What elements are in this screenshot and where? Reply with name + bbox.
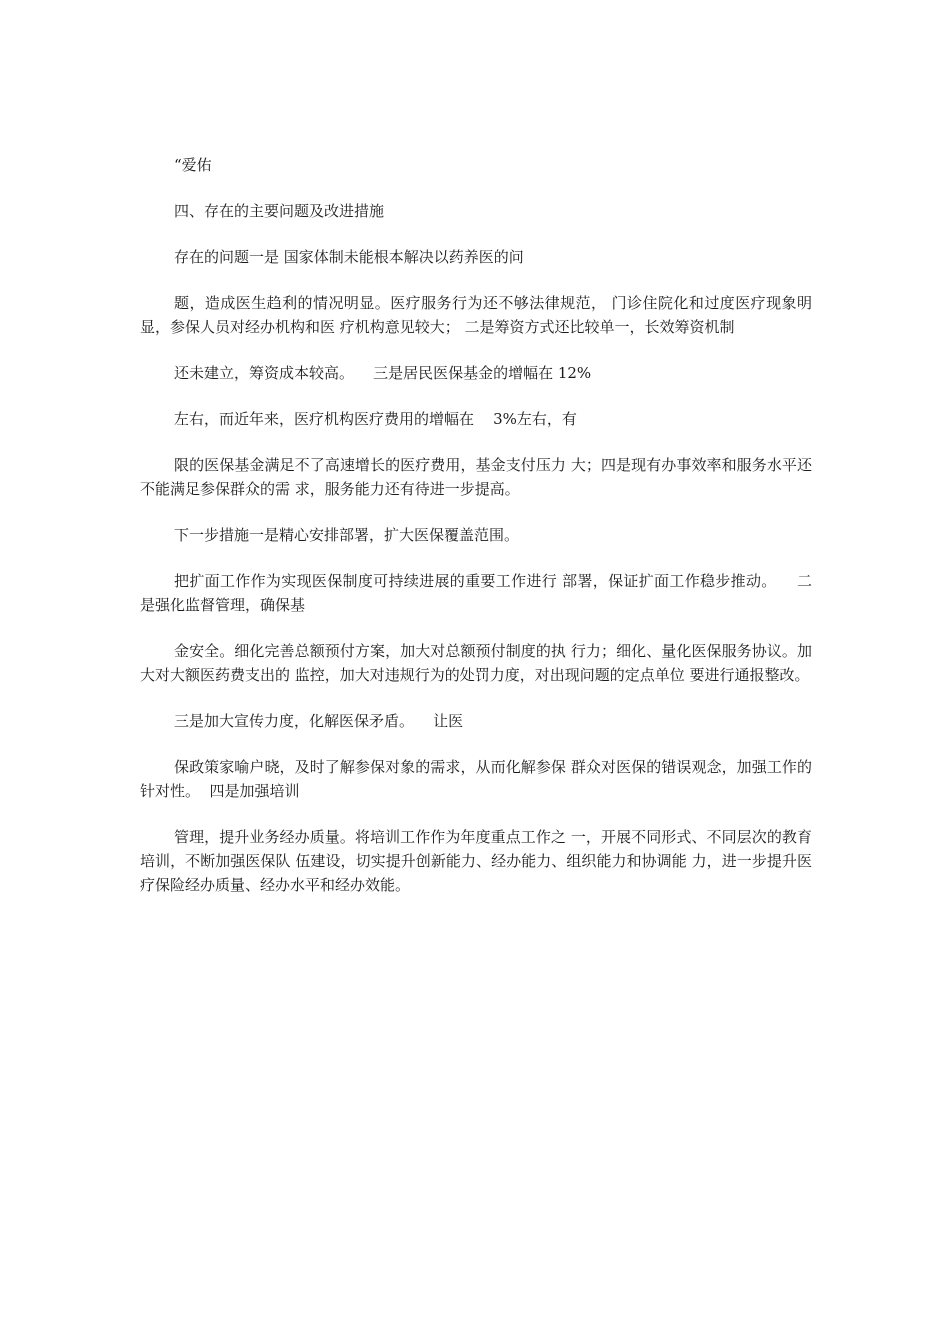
paragraph-measures-1: 下一步措施一是精心安排部署，扩大医保覆盖范围。 — [174, 526, 520, 544]
paragraph-measures-4: 三是加大宣传力度，化解医保矛盾。 让医 — [174, 712, 464, 730]
paragraph-measures-5: 保政策家喻户晓，及时了解参保对象的需求，从而化解参保 群众对医保的错误观念，加强工作的针对性。 四是加强培训 — [140, 758, 812, 800]
paragraph-measures-6: 管理，提升业务经办质量。将培训工作作为年度重点工作之 一，开展不同形式、不同层次的教育培训，不断加强医保队 伍建设，切实提升创新能力、经办能力、组织能力和协调能 力，进一步提升医疗保险经办质量、经办水平和经办效能。 — [140, 828, 812, 894]
paragraph-measures-2: 把扩面工作作为实现医保制度可持续进展的重要工作进行 部署，保证扩面工作稳步推动。 二是强化监督管理，确保基 — [140, 572, 812, 614]
paragraph-measures-3: 金安全。细化完善总额预付方案，加大对总额预付制度的执 行力；细化、量化医保服务协议。加大对大额医药费支出的 监控，加大对违规行为的处罚力度，对出现问题的定点单位 要进行通报整改。 — [140, 642, 812, 684]
section-heading: 四、存在的主要问题及改进措施 — [174, 202, 385, 220]
paragraph-intro-quote: “爱佑 — [174, 156, 212, 174]
paragraph-problem-2: 题，造成医生趋利的情况明显。医疗服务行为还不够法律规范， 门诊住院化和过度医疗现象明显，参保人员对经办机构和医 疗机构意见较大； 二是筹资方式还比较单一，长效筹资机制 — [140, 294, 812, 336]
paragraph-problem-1: 存在的问题一是 国家体制未能根本解决以药养医的问 — [174, 248, 524, 266]
paragraph-problem-3: 还未建立，筹资成本较高。 三是居民医保基金的增幅在 12% — [174, 364, 592, 382]
paragraph-problem-4: 左右，而近年来，医疗机构医疗费用的增幅在 3%左右，有 — [174, 410, 577, 428]
document-body — [140, 153, 812, 919]
paragraph-problem-5: 限的医保基金满足不了高速增长的医疗费用，基金支付压力 大；四是现有办事效率和服务水平还不能满足参保群众的需 求，服务能力还有待进一步提高。 — [140, 456, 812, 498]
